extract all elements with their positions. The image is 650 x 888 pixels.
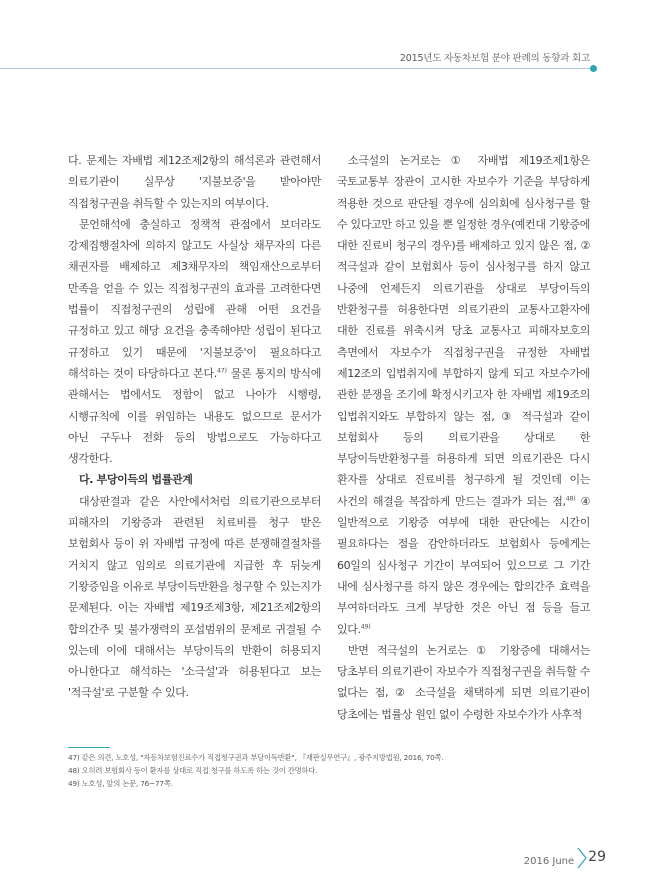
paragraph: 대상판결과 같은 사안에서처럼 의료기관으로부터 피해자의 기왕증과 관련된 치료비를 청구 받은 보험회사 등이 위 자배법 규정에 따른 분쟁해결절차를 거치지 않고 임의로 의료기관에 지급한 후 뒤늦게 기왕증임을 이유로 부당이득반환을 청구할 수 있는지가 문제된다. 이는 자배법 제19조제3항, 제21조제2항의 합의간주 및 불가쟁력의 포섭범위의 문제로 귀결될 수 있는데 이에 대해서는 부당이득의 반환이 허용되지 아니한다고 해석하는 '소극설'과 허용된다고 보는 '적극설'로 구분할 수 있다. xyxy=(68,494,321,700)
paragraph-text: 문언해석에 충실하고 정책적 관점에서 보더라도 강제집행절차에 의하지 않고도 사실상 채무자의 다른 채권자를 배제하고 제3채무자의 책임재산으로부터 만족을 얻을 수 있는 직접청구권의 효과를 고려한다면 법률이 직접청구권의 성립에 관해 어떤 요건을 규정하고 있고 해당 요건을 충족해야만 성립이 된다고 규정하고 있기 때문에 '지불보증'이 필요하다고 해석하는 것이 타당하다고 본다. xyxy=(68,217,321,380)
page-footer xyxy=(524,845,606,869)
page-mark-icon xyxy=(577,847,587,869)
paragraph: 다. 문제는 자배법 제12조제2항의 해석론과 관련해서 의료기관이 실무상 '지불보증'을 받아야만 직접청구권을 취득할 수 있는지의 여부이다. xyxy=(68,154,321,210)
issue-label: 2016 June xyxy=(523,856,575,867)
paragraph xyxy=(337,150,590,640)
paragraph: 반면 적극설의 논거로는 ① 기왕증에 대해서는 당초부터 의료기관이 자보수가 직접청구권을 취득할 수 없다는 점, ② 소극설을 채택하게 되면 의료기관이 당초에는 법률상 원인 없이 수령한 자보수가가 사후적 xyxy=(337,643,590,721)
footnote-49: 49) 노호성, 앞의 논문, 76~77쪽. xyxy=(68,778,173,788)
footnotes xyxy=(68,752,588,790)
footnote-48: 48) 오히려 보험회사 등이 환자를 상대로 직접 청구를 하도록 하는 것이 간명하다. xyxy=(68,765,318,775)
left-column xyxy=(68,150,321,704)
page-number: 29 xyxy=(588,849,606,865)
paragraph-text: 물론 통지의 방식에 관해서는 법에서도 정함이 없고 나아가 시행령, 시행규칙에 이를 위임하는 내용도 없으므로 문서가 아닌 구두나 전화 등의 방법으로도 가능하다고 생각한다. xyxy=(68,366,321,466)
footnote-rule xyxy=(68,747,110,748)
header-rule xyxy=(0,68,590,69)
section-heading: 다. 부당이득의 법률관계 xyxy=(79,473,193,487)
paragraph xyxy=(68,214,321,470)
footnote-47: 47) 같은 의견, 노호성, "자동차보험진료수가 직접청구권과 부당이득반환", 『재판실무연구』, 광주지방법원, 2016, 70쪽. xyxy=(68,753,444,762)
paragraph-text: 소극설의 논거로는 ① 자배법 제19조제1항은 국토교통부 장관이 고시한 자보수가 기준을 부당하게 적용한 것으로 판단될 경우에 심의회에 심사청구를 할 수 있다고만 하고 있을 뿐 일정한 경우(예컨대 기왕증에 대한 진료비 청구의 경우)를 배제하고 있지 않은 점, ② 적극설과 같이 보험회사 등이 심사청구를 하지 않고 나중에 언제든지 의료기관을 상대로 부당이득의 반환청구를 허용한다면 의료기관의 교통사고환자에 대한 진료를 위축시켜 당초 교통사고 피해자보호의 측면에서 자보수가 직접청구권을 규정한 자배법 제12조의 입법취지에 부합하지 않게 되고 자보수가에 관한 분쟁을 조기에 확정시키고자 한 자배법 제19조의 입법취지와도 부합하지 않는 점, ③ 적극설과 같이 보험회사 등의 의료기관을 상대로 한 부당이득반환청구를 허용하게 되면 의료기관은 다시 환자를 상대로 진료비를 청구하게 될 것인데 이는 사건의 해결을 복잡하게 만드는 결과가 되는 점, xyxy=(337,154,590,508)
footnote-ref-47: 47) xyxy=(216,366,227,375)
right-column xyxy=(337,150,590,725)
running-header: 2015년도 자동차보험 분야 판례의 동향과 회고 xyxy=(399,53,590,64)
paragraph-text: ④ 일반적으로 기왕증 여부에 대한 판단에는 시간이 필요하다는 점을 감안하더라도 보험회사 등에게는 60일의 심사청구 기간이 부여되어 있으므로 그 기간 내에 심사청구를 하지 않은 경우에는 합의간주 효력을 부여하더라도 크게 부당한 것은 아닌 점 등을 들고 있다. xyxy=(337,494,590,636)
footnote-ref-48: 48) xyxy=(565,494,576,503)
footnote-ref-49: 49) xyxy=(360,621,371,630)
header-dot-ornament xyxy=(590,65,597,72)
